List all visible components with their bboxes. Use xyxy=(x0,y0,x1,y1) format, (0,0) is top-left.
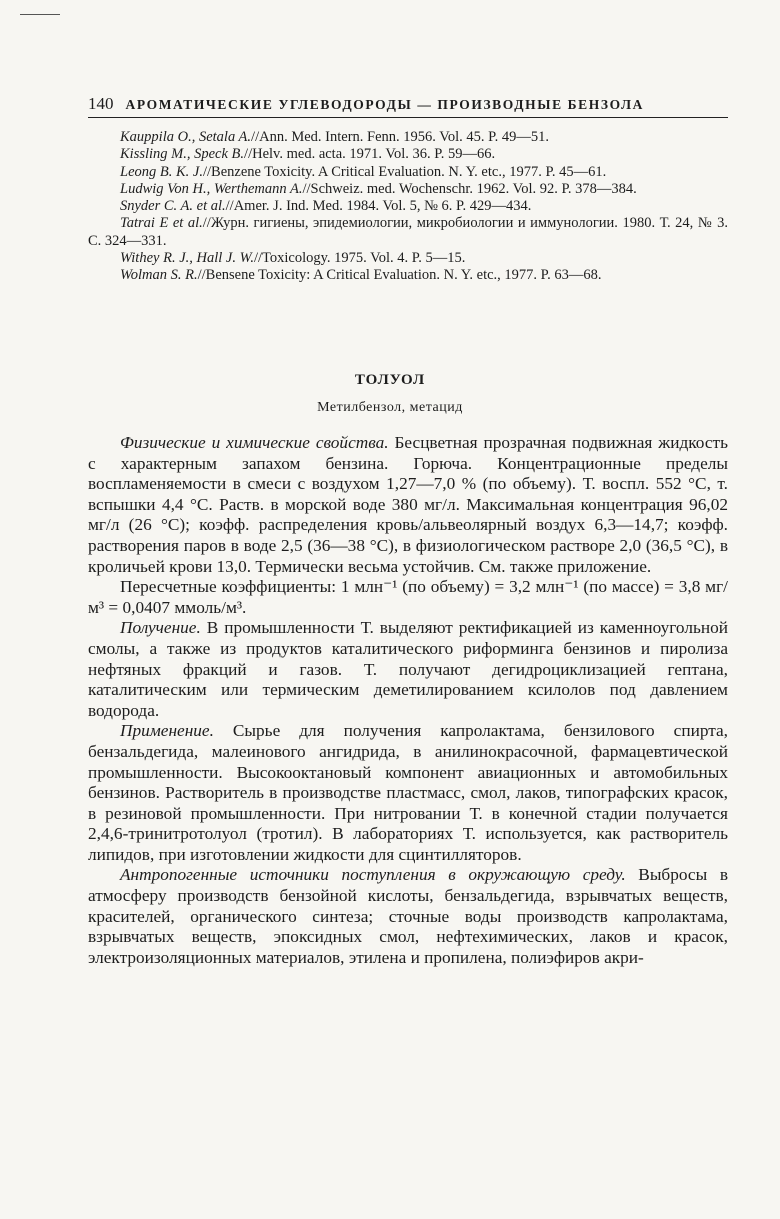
section-title: ТОЛУОЛ xyxy=(354,372,426,388)
reference-item xyxy=(88,181,728,198)
reference-source: //Benzene Toxicity. A Critical Evaluation. N. Y. etc., 1977. P. 45—61. xyxy=(202,163,607,180)
reference-item xyxy=(88,129,728,146)
reference-authors: Snyder C. A. et al. xyxy=(120,198,226,215)
top-rule xyxy=(20,14,60,15)
reference-authors: Leong B. K. J. xyxy=(120,163,203,180)
reference-authors: Kissling M., Speck B. xyxy=(120,146,245,163)
page-number: 140 xyxy=(88,94,114,113)
reference-source: //Ann. Med. Intern. Fenn. 1956. Vol. 45. P. 49—51. xyxy=(251,129,549,145)
reference-source: //Helv. med. acta. 1971. Vol. 36. P. 59—66. xyxy=(244,146,496,163)
paragraph-text: В промышленности Т. выделяют ректификацией из каменноугольной смолы, а также из продуктов каталитического риформинга бензинов и пиролиза нефтяных фракций и газов. Т. получают дегидроциклизацией гептана, каталитическим или термическим деметилированием ксилолов под давлением водорода. xyxy=(88,618,728,720)
paragraph-production xyxy=(88,618,728,721)
paragraph-text: Выбросы в атмосферу производств бензойной кислоты, бензальдегида, взрывчатых веществ, красителей, органического синтеза; сточные воды производств капролактама, взрывчатых веществ, эпоксидных смол, нефтехимических, лаков и красок, электроизоляционных материалов, этилена и пропилена, полиэфиров акри- xyxy=(88,865,728,967)
paragraph-application xyxy=(88,721,728,865)
paragraph-text: Бесцветная прозрачная подвижная жидкость с характерным запахом бензина. Горюча. Концентрационные пределы воспламеняемости в смеси с воздухом 1,27—7,0 % (по объему). Т. воспл. 552 °С, т. вспышки 4,4 °С. Раств. в морской воде 380 мг/л. Максимальная концентрация 96,02 мг/л (26 °С); коэфф. распределения кровь/альвеолярный воздух 6,3—14,7; коэфф. растворения паров в воде 2,5 (36—38 °С), в физиологическом растворе 2,0 (36,5 °С), в кроличьей крови 13,0. Термически весьма устойчив. См. также приложение. xyxy=(88,433,728,576)
reference-source: //Bensene Toxicity: A Critical Evaluation. N. Y. etc., 1977. P. 63—68. xyxy=(197,267,602,284)
reference-source: //Amer. J. Ind. Med. 1984. Vol. 5, № 6. P. 429—434. xyxy=(225,198,532,215)
reference-list xyxy=(88,129,728,285)
paragraph-lead: Антропогенные источники поступления в окружающую среду. xyxy=(120,865,626,885)
reference-source: //Журн. гигиены, эпидемиологии, микробиологии и иммунологии. 1980. Т. 24, № 3. С. 324—331. xyxy=(88,215,728,249)
page-header xyxy=(88,94,728,118)
paragraph-lead: Получение. xyxy=(120,618,201,638)
reference-item xyxy=(88,250,728,267)
reference-item xyxy=(88,164,728,181)
section-subtitle: Метилбензол, метацид xyxy=(317,400,463,415)
reference-source: //Schweiz. med. Wochenschr. 1962. Vol. 92. P. 378—384. xyxy=(302,180,637,197)
paragraph-conversion xyxy=(88,577,728,618)
reference-item xyxy=(88,198,728,215)
paragraph-text: Сырье для получения капролактама, бензилового спирта, бензальдегида, малеинового ангидрида, в анилинокрасочной, фармацевтической промышленности. Высокооктановый компонент авиационных и автомобильных бензинов. Растворитель в производстве пластмасс, смол, лаков, типографских красок, в резиновой промышленности. При нитровании Т. в конечной стадии получается 2,4,6-тринитротолуол (тротил). В лабораториях Т. используется, как растворитель липидов, при изготовлении жидкости для сцинтилляторов. xyxy=(88,721,728,864)
paragraph-lead: Применение. xyxy=(120,721,214,741)
paragraph-text: Пересчетные коэффициенты: 1 млн⁻¹ (по объему) = 3,2 млн⁻¹ (по массе) = 3,8 мг/м³ = 0,0407 ммоль/м³. xyxy=(88,577,728,617)
reference-authors: Withey R. J., Hall J. W. xyxy=(120,250,254,267)
article-body xyxy=(88,433,728,968)
paragraph-sources xyxy=(88,865,728,968)
reference-authors: Wolman S. R. xyxy=(120,267,198,284)
reference-item xyxy=(88,146,728,163)
paragraph-lead: Физические и химические свойства. xyxy=(120,433,389,452)
reference-item xyxy=(88,215,728,250)
reference-authors: Ludwig Von H., Werthemann A. xyxy=(120,180,303,197)
running-head: АРОМАТИЧЕСКИЕ УГЛЕВОДОРОДЫ — ПРОИЗВОДНЫЕ БЕНЗОЛА xyxy=(125,97,645,112)
reference-authors: Kauppila O., Setala A. xyxy=(120,129,252,145)
paragraph-properties xyxy=(88,433,728,577)
reference-source: //Toxicology. 1975. Vol. 4. P. 5—15. xyxy=(253,250,466,267)
reference-item xyxy=(88,267,728,284)
reference-authors: Tatrai E et al. xyxy=(120,215,203,232)
